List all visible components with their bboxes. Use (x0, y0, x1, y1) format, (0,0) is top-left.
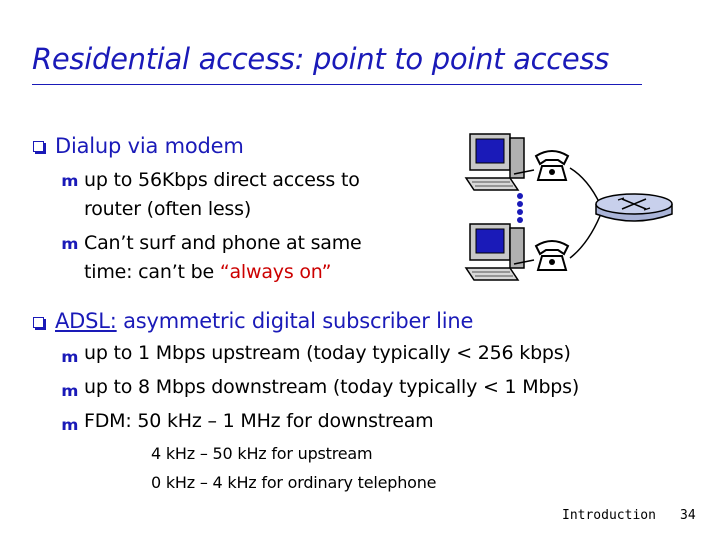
bullet-m-icon: m (61, 416, 79, 434)
bullet-m-icon: m (61, 172, 79, 190)
router-icon (596, 194, 672, 221)
adsl-item-downstream: up to 8 Mbps downstream (today typically < 1 Mbps) (84, 376, 580, 398)
dialup-item-2-line2 (84, 261, 331, 283)
slide-title: Residential access: point to point access (32, 44, 642, 85)
adsl-heading (55, 309, 473, 333)
adsl-item-fdm: FDM: 50 kHz – 1 MHz for downstream (84, 410, 434, 432)
footer-section: Introduction (562, 508, 656, 523)
dialup-heading: Dialup via modem (55, 134, 244, 158)
always-on-highlight: “always on” (219, 261, 332, 283)
telephone-icon (536, 151, 568, 180)
adsl-item-upstream: up to 1 Mbps upstream (today typically < 256 kbps) (84, 342, 571, 364)
bullet-square-icon (33, 317, 44, 328)
adsl-term: ADSL: (55, 309, 117, 333)
adsl-subitem-telephone: 0 kHz – 4 kHz for ordinary telephone (151, 473, 437, 492)
bullet-square-icon (33, 141, 44, 152)
page-number: 34 (680, 508, 696, 523)
adsl-description: asymmetric digital subscriber line (116, 309, 474, 333)
dialup-item-2-line1: Can’t surf and phone at same (84, 232, 362, 254)
computer-icon (466, 134, 524, 190)
dialup-item-2-text: time: can’t be (84, 261, 220, 283)
ellipsis-dots-icon (517, 193, 523, 223)
adsl-subitem-upstream: 4 kHz – 50 kHz for upstream (151, 444, 373, 463)
dialup-item-1-line2: router (often less) (84, 198, 252, 220)
telephone-icon (536, 241, 568, 270)
dialup-item-1-line1: up to 56Kbps direct access to (84, 169, 360, 191)
bullet-m-icon: m (61, 348, 79, 366)
computer-icon (466, 224, 524, 280)
bullet-m-icon: m (61, 235, 79, 253)
bullet-m-icon: m (61, 382, 79, 400)
dialup-diagram (458, 124, 680, 284)
